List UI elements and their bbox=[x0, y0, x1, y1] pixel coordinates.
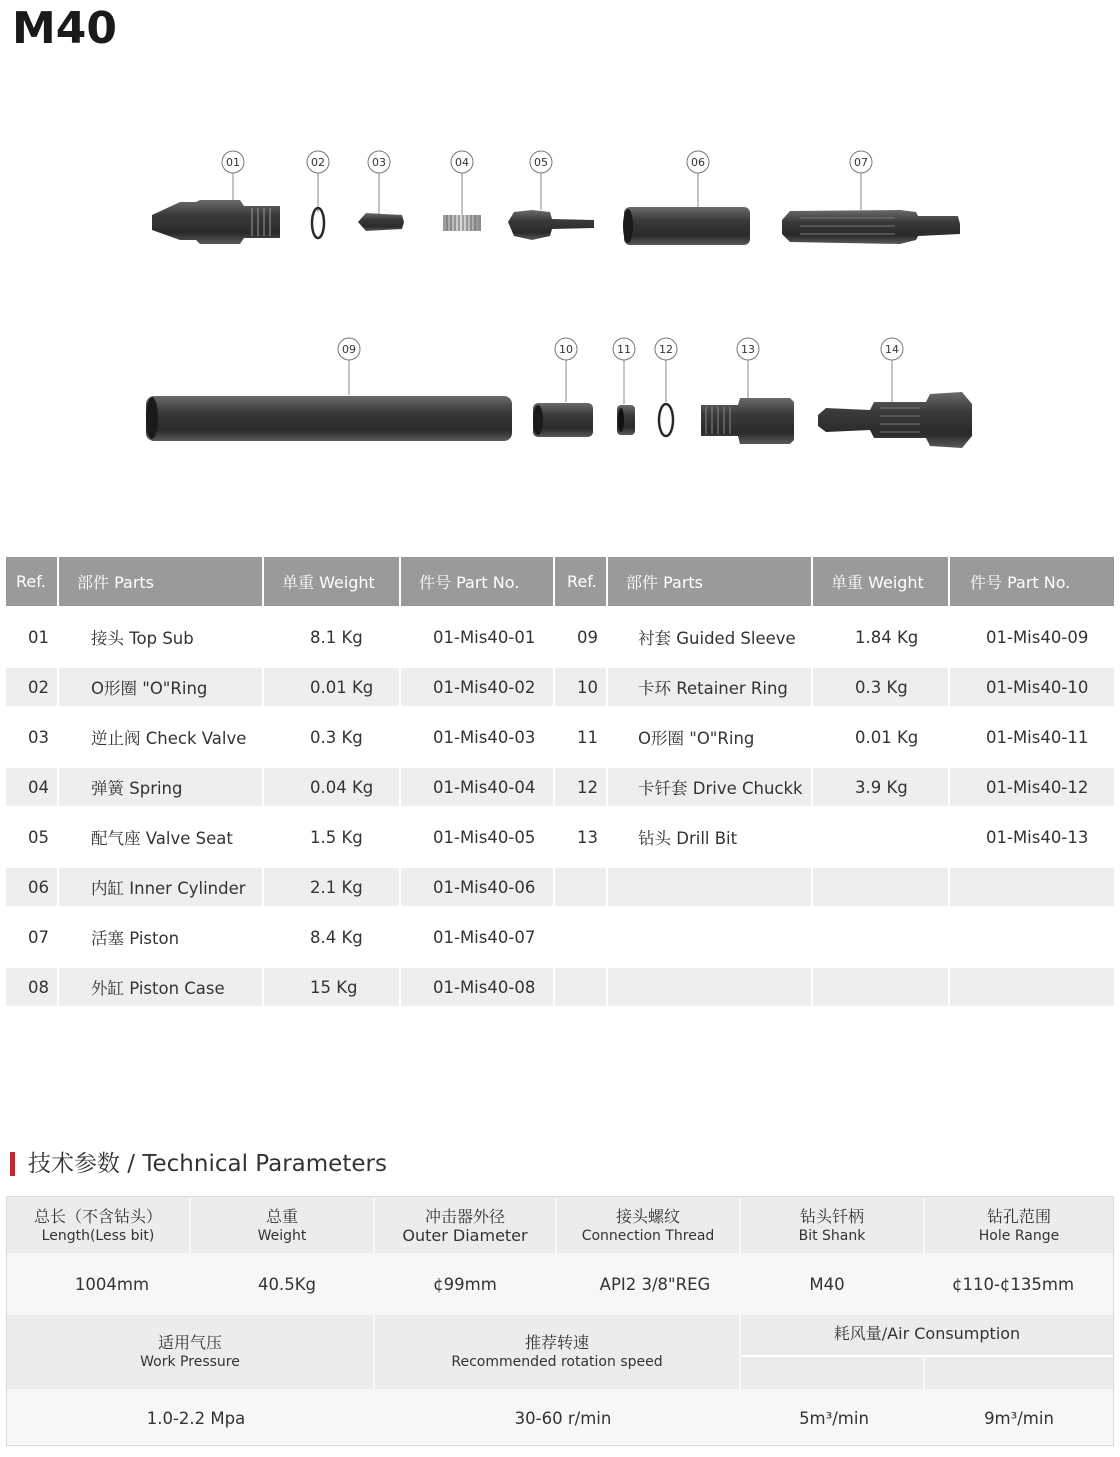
cell-part: 外缸 Piston Case bbox=[59, 968, 264, 1006]
callout-03: 03 bbox=[372, 156, 386, 169]
callouts-row2 bbox=[338, 338, 903, 360]
hdr-bit-shank bbox=[741, 1197, 923, 1253]
hdr-thread-en: Connection Thread bbox=[581, 1228, 715, 1244]
section-title: 技术参数 / Technical Parameters bbox=[28, 1151, 387, 1177]
val-rotation-speed: 30-60 r/min bbox=[514, 1409, 612, 1428]
callout-05: 05 bbox=[534, 156, 548, 169]
cell-weight: 3.9 Kg bbox=[813, 768, 950, 806]
cell-ref: 06 bbox=[6, 868, 59, 906]
cell-weight: 1.84 Kg bbox=[813, 618, 950, 656]
val-thread: API2 3/8"REG bbox=[599, 1275, 711, 1294]
part-03-check-valve bbox=[358, 213, 404, 231]
hdr-work-pressure bbox=[7, 1315, 373, 1389]
table-row bbox=[6, 818, 1114, 856]
callout-13: 13 bbox=[741, 343, 755, 356]
callout-10: 10 bbox=[559, 343, 573, 356]
hdr-outer-diameter bbox=[375, 1197, 555, 1253]
cell-part bbox=[608, 968, 813, 1006]
val-weight: 40.5Kg bbox=[257, 1275, 317, 1294]
cell-part: 卡钎套 Drive Chuckk bbox=[608, 768, 813, 806]
col-parts: 部件 Parts bbox=[59, 557, 264, 606]
callout-07: 07 bbox=[854, 156, 868, 169]
cell-weight: 8.4 Kg bbox=[264, 918, 401, 956]
cell-ref: 09 bbox=[555, 618, 608, 656]
hdr-hole-range-en: Hole Range bbox=[978, 1228, 1060, 1244]
cell-part-no: 01-Mis40-11 bbox=[986, 727, 1089, 747]
cell-part: O形圈 "O"Ring bbox=[608, 718, 813, 756]
page-title: M40 bbox=[12, 3, 118, 54]
col-weight: 单重 Weight bbox=[264, 557, 401, 606]
part-13-drive-chuck bbox=[701, 398, 794, 444]
part-01-top-sub bbox=[152, 200, 280, 244]
hdr-outer-diameter-cn: 冲击器外径 bbox=[424, 1207, 505, 1226]
hdr-weight-cn: 总重 bbox=[265, 1207, 298, 1226]
cell-weight: 0.01 Kg bbox=[264, 668, 401, 706]
cell-part bbox=[608, 918, 813, 956]
cell-part-no bbox=[950, 968, 1114, 1006]
parts-table-header bbox=[6, 557, 1114, 606]
cell-weight bbox=[813, 968, 950, 1006]
exploded-parts-diagram bbox=[0, 130, 1120, 460]
hdr-length-en: Length(Less bit) bbox=[41, 1228, 155, 1244]
cell-weight: 0.3 Kg bbox=[813, 668, 950, 706]
cell-part: 配气座 Valve Seat bbox=[59, 818, 264, 856]
hdr-work-pressure-cn: 适用气压 bbox=[157, 1333, 222, 1352]
hdr-air-sub-1 bbox=[741, 1355, 923, 1389]
callouts-row1 bbox=[222, 151, 872, 173]
cell-part-no bbox=[950, 918, 1114, 956]
hdr-rotation-speed bbox=[375, 1315, 739, 1389]
table-row bbox=[6, 618, 1114, 656]
callout-01: 01 bbox=[226, 156, 240, 169]
cell-ref: 03 bbox=[6, 718, 59, 756]
hdr-weight bbox=[191, 1197, 373, 1253]
hdr-air-consumption-label: 耗风量/Air Consumption bbox=[833, 1324, 1021, 1343]
cell-part-no: 01-Mis40-01 bbox=[401, 618, 555, 656]
val-work-pressure: 1.0-2.2 Mpa bbox=[146, 1409, 246, 1428]
col-part-no: 件号 Part No. bbox=[401, 557, 555, 606]
val-outer-diameter: ¢99mm bbox=[433, 1275, 497, 1294]
cell-part bbox=[608, 868, 813, 906]
col-ref: Ref. bbox=[6, 557, 59, 606]
hdr-work-pressure-en: Work Pressure bbox=[140, 1354, 240, 1370]
callout-04: 04 bbox=[455, 156, 469, 169]
cell-ref: 01 bbox=[6, 618, 59, 656]
cell-weight bbox=[813, 868, 950, 906]
part-11-retainer-ring bbox=[617, 405, 635, 435]
cell-part-no bbox=[950, 868, 1114, 906]
hdr-rotation-speed-cn: 推荐转速 bbox=[524, 1333, 589, 1352]
val-air-consumption-1: 5m³/min bbox=[799, 1409, 869, 1428]
cell-part: 钻头 Drill Bit bbox=[608, 818, 813, 856]
callout-09: 09 bbox=[342, 343, 356, 356]
callout-14: 14 bbox=[885, 343, 899, 356]
cell-part-no: 01-Mis40-10 bbox=[950, 668, 1114, 706]
table-row bbox=[6, 968, 1114, 1006]
table-row bbox=[6, 718, 1114, 756]
parts-table bbox=[6, 557, 1114, 1006]
cell-part-no: 01-Mis40-12 bbox=[950, 768, 1114, 806]
cell-ref: 04 bbox=[6, 768, 59, 806]
cell-ref bbox=[555, 868, 608, 906]
cell-ref: 07 bbox=[6, 918, 59, 956]
cell-weight: 0.01 Kg bbox=[813, 718, 950, 756]
val-length: 1004mm bbox=[74, 1275, 150, 1294]
table-row bbox=[6, 668, 1114, 706]
col-parts-2: 部件 Parts bbox=[608, 557, 813, 606]
callout-11: 11 bbox=[617, 343, 631, 356]
cell-part-no: 01-Mis40-13 bbox=[986, 827, 1089, 847]
cell-weight bbox=[813, 818, 950, 856]
hdr-air-consumption bbox=[741, 1315, 1113, 1355]
cell-part-no: 01-Mis40-04 bbox=[401, 768, 555, 806]
cell-ref bbox=[555, 968, 608, 1006]
cell-ref: 05 bbox=[6, 818, 59, 856]
cell-part: 卡环 Retainer Ring bbox=[608, 668, 813, 706]
cell-ref: 08 bbox=[6, 968, 59, 1006]
hdr-outer-diameter-en: Outer Diameter bbox=[402, 1226, 528, 1245]
val-air-consumption-2: 9m³/min bbox=[984, 1409, 1054, 1428]
cell-ref: 12 bbox=[555, 768, 608, 806]
part-09-piston-case bbox=[146, 396, 512, 441]
cell-weight: 15 Kg bbox=[264, 968, 401, 1006]
cell-weight: 8.1 Kg bbox=[264, 618, 401, 656]
part-02-o-ring bbox=[312, 208, 324, 238]
table-row bbox=[6, 918, 1114, 956]
hdr-bit-shank-cn: 钻头钎柄 bbox=[799, 1207, 864, 1226]
cell-part-no: 01-Mis40-06 bbox=[401, 868, 555, 906]
cell-weight: 0.3 Kg bbox=[264, 718, 401, 756]
table-row bbox=[6, 868, 1114, 906]
cell-part-no: 01-Mis40-09 bbox=[986, 627, 1089, 647]
cell-ref: 02 bbox=[6, 668, 59, 706]
hdr-weight-en: Weight bbox=[257, 1228, 307, 1244]
cell-part: O形圈 "O"Ring bbox=[59, 668, 264, 706]
hdr-thread bbox=[557, 1197, 739, 1253]
hdr-length bbox=[7, 1197, 189, 1253]
callout-12: 12 bbox=[659, 343, 673, 356]
hdr-air-sub-2 bbox=[925, 1355, 1113, 1389]
cell-ref: 13 bbox=[555, 818, 608, 856]
part-05-valve-seat bbox=[508, 210, 594, 240]
part-04-spring bbox=[443, 215, 481, 231]
cell-ref bbox=[555, 918, 608, 956]
val-hole-range: ¢110-¢135mm bbox=[951, 1275, 1075, 1294]
cell-part: 衬套 Guided Sleeve bbox=[608, 618, 813, 656]
hdr-bit-shank-en: Bit Shank bbox=[798, 1228, 866, 1244]
cell-part-no: 01-Mis40-05 bbox=[401, 818, 555, 856]
callout-02: 02 bbox=[311, 156, 325, 169]
callout-06: 06 bbox=[691, 156, 705, 169]
part-07-piston bbox=[782, 210, 960, 244]
hdr-hole-range bbox=[925, 1197, 1113, 1253]
cell-part-no: 01-Mis40-03 bbox=[401, 718, 555, 756]
col-ref-2: Ref. bbox=[555, 557, 608, 606]
section-accent-bar bbox=[10, 1152, 15, 1176]
hdr-length-cn: 总长（不含钻头） bbox=[33, 1207, 162, 1226]
cell-part-no: 01-Mis40-02 bbox=[401, 668, 555, 706]
tech-params-table bbox=[6, 1196, 1114, 1446]
hdr-hole-range-cn: 钻孔范围 bbox=[986, 1207, 1051, 1226]
table-row bbox=[6, 768, 1114, 806]
cell-part-no: 01-Mis40-08 bbox=[401, 968, 555, 1006]
cell-weight bbox=[813, 918, 950, 956]
col-part-no-2: 件号 Part No. bbox=[950, 557, 1114, 606]
hdr-thread-cn: 接头螺纹 bbox=[615, 1207, 680, 1226]
cell-ref: 10 bbox=[555, 668, 608, 706]
cell-part-no: 01-Mis40-07 bbox=[401, 918, 555, 956]
cell-part: 逆止阀 Check Valve bbox=[59, 718, 264, 756]
part-06-inner-cylinder bbox=[623, 207, 750, 245]
leader-lines-row1 bbox=[233, 173, 861, 215]
part-12-o-ring bbox=[659, 404, 673, 436]
hdr-rotation-speed-en: Recommended rotation speed bbox=[451, 1354, 663, 1370]
col-weight-2: 单重 Weight bbox=[813, 557, 950, 606]
cell-weight: 1.5 Kg bbox=[264, 818, 401, 856]
cell-weight: 2.1 Kg bbox=[264, 868, 401, 906]
cell-weight: 0.04 Kg bbox=[264, 768, 401, 806]
val-bit-shank: M40 bbox=[809, 1275, 845, 1294]
part-14-drill-bit bbox=[818, 392, 972, 448]
cell-part: 活塞 Piston bbox=[59, 918, 264, 956]
cell-part: 内缸 Inner Cylinder bbox=[59, 868, 264, 906]
part-10-guided-sleeve bbox=[533, 403, 593, 437]
cell-part: 接头 Top Sub bbox=[59, 618, 264, 656]
cell-ref: 11 bbox=[555, 718, 608, 756]
cell-part: 弹簧 Spring bbox=[59, 768, 264, 806]
